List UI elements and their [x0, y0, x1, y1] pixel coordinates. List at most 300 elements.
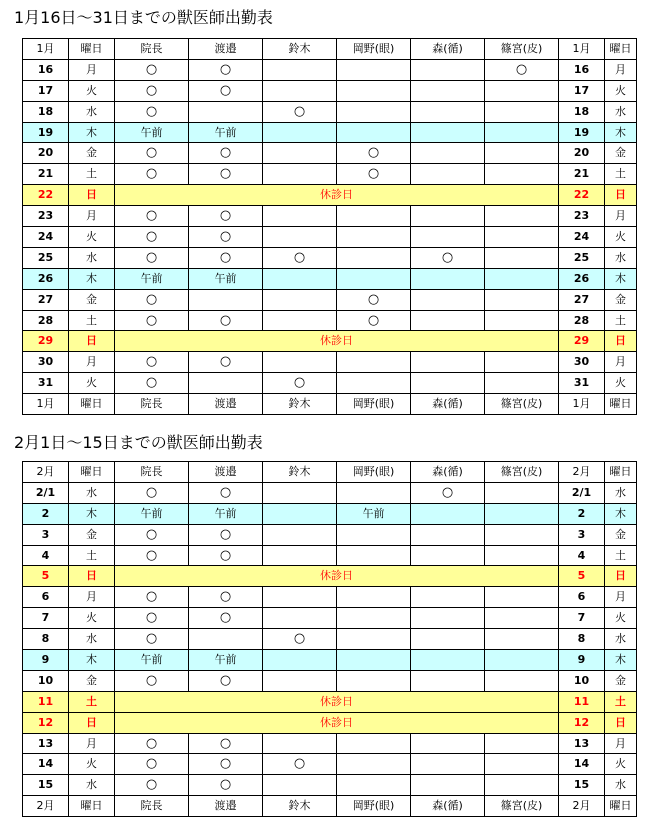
date-cell-right: 23: [559, 206, 605, 227]
weekday-cell-right: 月: [605, 59, 637, 80]
attendance-cell: ○: [189, 524, 263, 545]
date-cell: 9: [23, 650, 69, 671]
weekday-cell-right: 土: [605, 310, 637, 331]
weekday-cell: 火: [69, 754, 115, 775]
attendance-cell: 午前: [189, 268, 263, 289]
schedule-row: [23, 206, 637, 227]
weekday-cell-right: 木: [605, 268, 637, 289]
date-cell-right: 28: [559, 310, 605, 331]
schedule-row: [23, 482, 637, 503]
weekday-cell-right: 金: [605, 289, 637, 310]
weekday-cell: 水: [69, 775, 115, 796]
attendance-cell: ○: [337, 289, 411, 310]
attendance-cell: ○: [189, 670, 263, 691]
schedule-row: [23, 691, 637, 712]
date-cell: 23: [23, 206, 69, 227]
attendance-cell: [411, 608, 485, 629]
attendance-cell: [263, 143, 337, 164]
closed-day-label: 休診日: [115, 712, 559, 733]
attendance-cell: [411, 670, 485, 691]
attendance-cell: ○: [337, 310, 411, 331]
date-cell-right: 30: [559, 352, 605, 373]
attendance-cell: ○: [115, 59, 189, 80]
attendance-cell: 午前: [337, 503, 411, 524]
attendance-cell: 午前: [115, 268, 189, 289]
column-header: 1月: [559, 39, 605, 60]
attendance-cell: 午前: [189, 122, 263, 143]
attendance-cell: [411, 754, 485, 775]
column-header: 鈴木: [263, 796, 337, 817]
attendance-cell: ○: [115, 289, 189, 310]
column-header: 岡野(眼): [337, 462, 411, 483]
attendance-cell: [337, 482, 411, 503]
weekday-cell-right: 水: [605, 482, 637, 503]
weekday-cell-right: 日: [605, 185, 637, 206]
column-header: 鈴木: [263, 394, 337, 415]
attendance-cell: [485, 545, 559, 566]
date-cell: 6: [23, 587, 69, 608]
attendance-cell: [337, 650, 411, 671]
attendance-cell: [337, 587, 411, 608]
attendance-cell: ○: [115, 143, 189, 164]
date-cell: 30: [23, 352, 69, 373]
attendance-cell: [411, 629, 485, 650]
weekday-cell-right: 日: [605, 331, 637, 352]
attendance-cell: ○: [189, 206, 263, 227]
column-header: 渡邉: [189, 796, 263, 817]
column-header: 曜日: [605, 394, 637, 415]
date-cell: 28: [23, 310, 69, 331]
schedule-row: [23, 373, 637, 394]
attendance-cell: [263, 227, 337, 248]
date-cell-right: 19: [559, 122, 605, 143]
attendance-cell: [485, 289, 559, 310]
attendance-cell: [485, 503, 559, 524]
weekday-cell: 土: [69, 691, 115, 712]
weekday-cell-right: 水: [605, 101, 637, 122]
attendance-cell: [411, 650, 485, 671]
date-cell-right: 2: [559, 503, 605, 524]
weekday-cell: 水: [69, 101, 115, 122]
schedule-row: [23, 268, 637, 289]
weekday-cell: 水: [69, 629, 115, 650]
weekday-cell: 木: [69, 650, 115, 671]
attendance-cell: [485, 733, 559, 754]
attendance-cell: [263, 80, 337, 101]
date-cell: 15: [23, 775, 69, 796]
schedule-row: [23, 331, 637, 352]
date-cell: 18: [23, 101, 69, 122]
schedule-row: [23, 122, 637, 143]
attendance-cell: ○: [263, 373, 337, 394]
column-header: 1月: [23, 39, 69, 60]
attendance-cell: [411, 352, 485, 373]
date-cell: 7: [23, 608, 69, 629]
weekday-cell: 月: [69, 733, 115, 754]
date-cell: 3: [23, 524, 69, 545]
date-cell-right: 2/1: [559, 482, 605, 503]
attendance-cell: [485, 754, 559, 775]
column-header: 篠宮(皮): [485, 39, 559, 60]
date-cell-right: 9: [559, 650, 605, 671]
weekday-cell-right: 水: [605, 247, 637, 268]
attendance-cell: ○: [189, 587, 263, 608]
column-header: 篠宮(皮): [485, 796, 559, 817]
attendance-cell: 午前: [115, 122, 189, 143]
attendance-cell: ○: [115, 482, 189, 503]
closed-day-label: 休診日: [115, 331, 559, 352]
attendance-cell: [189, 629, 263, 650]
attendance-cell: [263, 482, 337, 503]
column-header: 森(循): [411, 39, 485, 60]
attendance-cell: [485, 80, 559, 101]
weekday-cell-right: 木: [605, 650, 637, 671]
attendance-cell: [337, 122, 411, 143]
column-header: 曜日: [605, 39, 637, 60]
attendance-cell: [485, 206, 559, 227]
date-cell-right: 5: [559, 566, 605, 587]
schedule-row: [23, 524, 637, 545]
column-header: 2月: [559, 462, 605, 483]
attendance-cell: ○: [189, 59, 263, 80]
attendance-cell: [411, 227, 485, 248]
date-cell-right: 29: [559, 331, 605, 352]
attendance-cell: [411, 545, 485, 566]
date-cell: 2: [23, 503, 69, 524]
attendance-cell: [263, 164, 337, 185]
schedule-row: [23, 247, 637, 268]
column-header: 曜日: [69, 394, 115, 415]
schedule-row: [23, 143, 637, 164]
attendance-cell: [411, 289, 485, 310]
weekday-cell: 木: [69, 268, 115, 289]
attendance-cell: ○: [115, 206, 189, 227]
attendance-cell: [263, 650, 337, 671]
attendance-cell: ○: [115, 310, 189, 331]
attendance-cell: ○: [115, 352, 189, 373]
column-header: 院長: [115, 39, 189, 60]
weekday-cell: 水: [69, 247, 115, 268]
schedule-row: [23, 712, 637, 733]
column-header: 渡邉: [189, 39, 263, 60]
attendance-cell: [485, 524, 559, 545]
attendance-cell: [337, 754, 411, 775]
attendance-cell: [263, 733, 337, 754]
schedule-row: [23, 775, 637, 796]
attendance-cell: [189, 101, 263, 122]
date-cell-right: 6: [559, 587, 605, 608]
attendance-cell: ○: [189, 310, 263, 331]
column-header: 岡野(眼): [337, 796, 411, 817]
weekday-cell-right: 火: [605, 227, 637, 248]
weekday-cell: 火: [69, 608, 115, 629]
weekday-cell: 水: [69, 482, 115, 503]
attendance-cell: ○: [115, 670, 189, 691]
attendance-cell: [411, 101, 485, 122]
column-header: 曜日: [605, 462, 637, 483]
column-header: 院長: [115, 462, 189, 483]
attendance-cell: ○: [189, 164, 263, 185]
date-cell-right: 10: [559, 670, 605, 691]
schedule-row: [23, 733, 637, 754]
weekday-cell-right: 日: [605, 566, 637, 587]
attendance-cell: ○: [115, 733, 189, 754]
attendance-cell: [337, 545, 411, 566]
attendance-cell: [411, 524, 485, 545]
schedule-row: [23, 629, 637, 650]
attendance-cell: ○: [115, 545, 189, 566]
attendance-cell: [337, 80, 411, 101]
attendance-cell: ○: [115, 80, 189, 101]
date-cell-right: 16: [559, 59, 605, 80]
date-cell-right: 31: [559, 373, 605, 394]
attendance-cell: ○: [263, 101, 337, 122]
column-header: 篠宮(皮): [485, 462, 559, 483]
attendance-cell: [411, 503, 485, 524]
attendance-cell: ○: [189, 545, 263, 566]
date-cell: 5: [23, 566, 69, 587]
attendance-cell: [337, 775, 411, 796]
attendance-cell: [337, 524, 411, 545]
attendance-cell: [411, 733, 485, 754]
date-cell-right: 12: [559, 712, 605, 733]
attendance-cell: [485, 247, 559, 268]
attendance-cell: ○: [115, 101, 189, 122]
closed-day-label: 休診日: [115, 185, 559, 206]
attendance-cell: ○: [189, 247, 263, 268]
date-cell-right: 26: [559, 268, 605, 289]
weekday-cell-right: 木: [605, 503, 637, 524]
attendance-cell: [485, 587, 559, 608]
attendance-cell: [411, 373, 485, 394]
schedule-row: [23, 352, 637, 373]
weekday-cell-right: 土: [605, 545, 637, 566]
date-cell-right: 25: [559, 247, 605, 268]
schedule-row: [23, 650, 637, 671]
weekday-cell: 日: [69, 566, 115, 587]
date-cell-right: 17: [559, 80, 605, 101]
date-cell: 17: [23, 80, 69, 101]
schedule-row: [23, 670, 637, 691]
attendance-cell: ○: [189, 352, 263, 373]
weekday-cell-right: 日: [605, 712, 637, 733]
schedule-row: [23, 754, 637, 775]
attendance-cell: [263, 310, 337, 331]
attendance-cell: ○: [189, 482, 263, 503]
attendance-cell: ○: [189, 733, 263, 754]
column-header: 鈴木: [263, 39, 337, 60]
column-header: 1月: [559, 394, 605, 415]
date-cell: 4: [23, 545, 69, 566]
weekday-cell: 金: [69, 524, 115, 545]
date-cell: 12: [23, 712, 69, 733]
attendance-cell: [337, 670, 411, 691]
attendance-cell: 午前: [189, 650, 263, 671]
attendance-cell: [485, 101, 559, 122]
date-cell-right: 21: [559, 164, 605, 185]
attendance-cell: [263, 545, 337, 566]
attendance-cell: [485, 268, 559, 289]
attendance-cell: ○: [263, 629, 337, 650]
attendance-cell: ○: [115, 754, 189, 775]
weekday-cell: 土: [69, 164, 115, 185]
column-header: 2月: [23, 462, 69, 483]
schedule-table-february: [22, 461, 637, 817]
attendance-cell: ○: [485, 59, 559, 80]
schedule-row: [23, 289, 637, 310]
weekday-cell: 日: [69, 712, 115, 733]
attendance-cell: [337, 247, 411, 268]
attendance-cell: ○: [115, 164, 189, 185]
closed-day-label: 休診日: [115, 691, 559, 712]
schedule-table-january: [22, 38, 637, 415]
attendance-cell: [485, 122, 559, 143]
date-cell: 22: [23, 185, 69, 206]
date-cell-right: 3: [559, 524, 605, 545]
date-cell: 8: [23, 629, 69, 650]
attendance-cell: [337, 608, 411, 629]
column-header: 曜日: [69, 462, 115, 483]
attendance-cell: [485, 310, 559, 331]
column-header: 2月: [23, 796, 69, 817]
date-cell-right: 22: [559, 185, 605, 206]
date-cell: 25: [23, 247, 69, 268]
attendance-cell: [189, 289, 263, 310]
weekday-cell: 金: [69, 670, 115, 691]
schedule-row: [23, 503, 637, 524]
attendance-cell: ○: [189, 754, 263, 775]
date-cell-right: 18: [559, 101, 605, 122]
attendance-cell: [263, 289, 337, 310]
attendance-cell: [263, 352, 337, 373]
column-header: 岡野(眼): [337, 39, 411, 60]
column-header: 2月: [559, 796, 605, 817]
schedule-row: [23, 227, 637, 248]
attendance-cell: [411, 310, 485, 331]
attendance-cell: [337, 733, 411, 754]
attendance-cell: [263, 206, 337, 227]
weekday-cell: 木: [69, 503, 115, 524]
date-cell-right: 4: [559, 545, 605, 566]
column-header: 曜日: [605, 796, 637, 817]
attendance-cell: [411, 587, 485, 608]
weekday-cell-right: 水: [605, 629, 637, 650]
schedule-row: [23, 310, 637, 331]
date-cell: 27: [23, 289, 69, 310]
attendance-cell: [263, 608, 337, 629]
weekday-cell: 月: [69, 352, 115, 373]
schedule-row: [23, 164, 637, 185]
schedule-row: [23, 566, 637, 587]
attendance-cell: [485, 227, 559, 248]
weekday-cell: 金: [69, 143, 115, 164]
column-header: 曜日: [69, 39, 115, 60]
attendance-cell: [411, 206, 485, 227]
date-cell-right: 14: [559, 754, 605, 775]
attendance-cell: [411, 80, 485, 101]
attendance-cell: [411, 59, 485, 80]
attendance-cell: [263, 59, 337, 80]
attendance-cell: ○: [337, 143, 411, 164]
attendance-cell: 午前: [189, 503, 263, 524]
weekday-cell: 火: [69, 80, 115, 101]
weekday-cell-right: 月: [605, 733, 637, 754]
date-cell: 21: [23, 164, 69, 185]
schedule-row: [23, 80, 637, 101]
schedule-title-february: 2月1日～15日までの獣医師出勤表: [14, 433, 263, 452]
date-cell-right: 7: [559, 608, 605, 629]
attendance-cell: [263, 775, 337, 796]
weekday-cell: 日: [69, 331, 115, 352]
attendance-cell: [263, 524, 337, 545]
attendance-cell: [337, 373, 411, 394]
date-cell: 24: [23, 227, 69, 248]
attendance-cell: [411, 268, 485, 289]
attendance-cell: [485, 670, 559, 691]
date-cell-right: 24: [559, 227, 605, 248]
column-header: 1月: [23, 394, 69, 415]
weekday-cell: 木: [69, 122, 115, 143]
date-cell: 16: [23, 59, 69, 80]
weekday-cell-right: 火: [605, 608, 637, 629]
attendance-cell: ○: [263, 754, 337, 775]
attendance-cell: [263, 670, 337, 691]
date-cell: 29: [23, 331, 69, 352]
closed-day-label: 休診日: [115, 566, 559, 587]
column-header: 院長: [115, 394, 189, 415]
attendance-cell: [485, 608, 559, 629]
weekday-cell-right: 月: [605, 587, 637, 608]
attendance-cell: [337, 629, 411, 650]
date-cell-right: 27: [559, 289, 605, 310]
attendance-cell: [485, 373, 559, 394]
attendance-cell: ○: [115, 587, 189, 608]
column-header: 森(循): [411, 796, 485, 817]
attendance-cell: 午前: [115, 650, 189, 671]
attendance-cell: ○: [411, 482, 485, 503]
attendance-cell: ○: [115, 524, 189, 545]
column-header: 森(循): [411, 394, 485, 415]
weekday-cell: 土: [69, 310, 115, 331]
attendance-cell: [263, 122, 337, 143]
attendance-cell: ○: [189, 775, 263, 796]
weekday-cell-right: 土: [605, 691, 637, 712]
attendance-cell: [337, 268, 411, 289]
column-header: 篠宮(皮): [485, 394, 559, 415]
attendance-cell: ○: [115, 247, 189, 268]
weekday-cell-right: 火: [605, 373, 637, 394]
attendance-cell: [337, 206, 411, 227]
attendance-cell: ○: [115, 775, 189, 796]
attendance-cell: ○: [189, 143, 263, 164]
schedule-row: [23, 587, 637, 608]
attendance-cell: [337, 352, 411, 373]
header-row-bottom: [23, 394, 637, 415]
column-header: 鈴木: [263, 462, 337, 483]
schedule-row: [23, 608, 637, 629]
attendance-cell: [485, 775, 559, 796]
weekday-cell: 月: [69, 59, 115, 80]
schedule-row: [23, 101, 637, 122]
schedule-row: [23, 59, 637, 80]
attendance-cell: [411, 122, 485, 143]
column-header: 岡野(眼): [337, 394, 411, 415]
attendance-cell: ○: [189, 608, 263, 629]
date-cell: 19: [23, 122, 69, 143]
attendance-cell: [485, 143, 559, 164]
attendance-cell: [411, 775, 485, 796]
attendance-cell: [263, 503, 337, 524]
